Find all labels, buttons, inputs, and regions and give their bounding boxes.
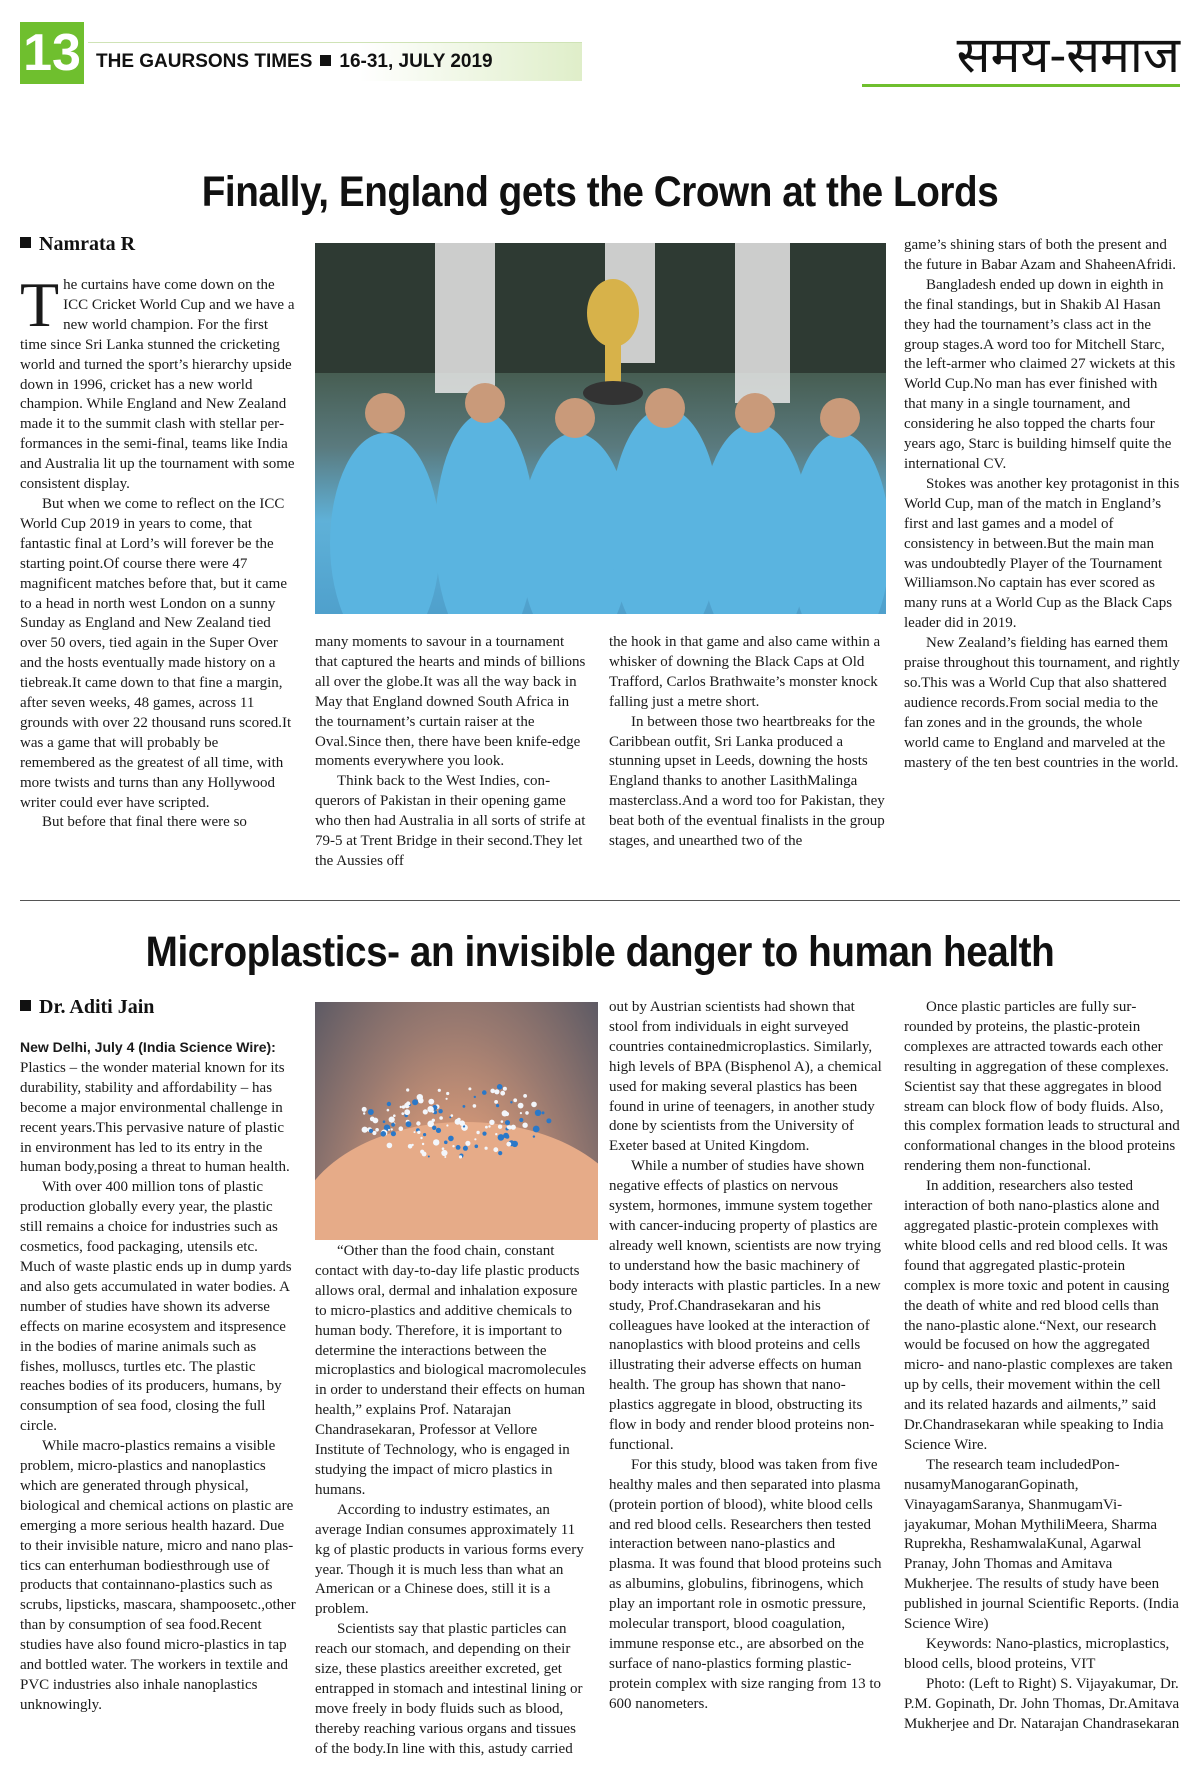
microplastic-bead xyxy=(444,1156,446,1158)
microplastic-bead xyxy=(438,1109,442,1113)
microplastic-bead xyxy=(438,1089,441,1092)
microplastic-bead xyxy=(441,1150,447,1156)
microplastic-bead xyxy=(420,1137,422,1139)
article2-headline: Microplastics- an invisible danger to human health xyxy=(145,928,1055,976)
microplastic-bead xyxy=(406,1101,410,1105)
microplastic-bead xyxy=(463,1146,468,1151)
article2-paragraph: The research team includedPonnusamyManogaranGopinath, VinayagamSaranya, ShanmugamVijayakumar, Mohan MythiliMeera, Sharma Ruprekha, ReshamwalaKunal, Agarwal Pranay, John Thomas and Amitava Mukherjee. The results of study have been published in journal Scientific Reports. (India Science Wire) xyxy=(904,1456,1179,1633)
article1-author: Namrata R xyxy=(39,233,136,255)
issue-date: 16-31, JULY 2019 xyxy=(339,51,493,72)
microplastic-bead xyxy=(485,1126,488,1129)
article2-paragraph: For this study, blood was taken from five healthy males and then separated into plasma (protein portion of blood), white blood cells and red blood cells. Researchers then tested interaction between nano-plastics and plasma. It was found that blood proteins such as albumins, globulins, fibrinogens, which play an important role in osmotic pressure, molecular transport, blood coagulation, immune response etc., are absorbed on the surface of nano-plastics forming plastic-protein complex with size ranging from 13 to 600 nanometers. xyxy=(609,1456,882,1712)
dateline: New Delhi, July 4 (India Science Wire): xyxy=(20,1039,276,1055)
microplastic-bead xyxy=(444,1141,448,1145)
microplastic-bead xyxy=(391,1131,396,1136)
microplastic-bead xyxy=(375,1128,379,1132)
microplastic-bead xyxy=(496,1104,499,1107)
microplastic-bead xyxy=(422,1143,424,1145)
article2-paragraph: With over 400 million tons of plastic production globally every year, the plastic still remains a choice for industries such as cosmetics, food packaging, utensils etc. Much of waste plastic ends up in dump yards and also gets accumulated in water bodies. A number of studies have shown its adverse effects on marine ecosystem and itspresence in the bodies of marine animals such as fishes, molluscs, turtles etc. The plastic reaches bodies of its producers, humans, by consumption of sea food, closing the full circle. xyxy=(20,1179,292,1435)
article2-paragraph: While macro-plastics remains a visible problem, micro-plastics and nanoplastics which are generated through physical, biological and chemical actions on plastic are emerging a more serious health hazard. Due to their invisible nature, micro and nano plastics can enterhuman bodiesthrough use of products that containnano-plastics such as scrubs, lipsticks, mascara, shampoosetc.,other than by consumption of sea food.Recent studies have also found micro-plastics in tap and bottled water. The workers in textile and PVC industries also inhale nanoplastics unknowingly. xyxy=(20,1438,296,1713)
microplastic-bead xyxy=(399,1126,404,1131)
microplastic-bead xyxy=(400,1106,402,1108)
article1-byline xyxy=(20,233,135,256)
microplastic-bead xyxy=(533,1126,540,1133)
microplastic-bead xyxy=(523,1094,527,1098)
article1-headline: Finally, England gets the Crown at the Lords xyxy=(201,168,999,216)
microplastic-bead xyxy=(436,1128,441,1133)
microplastic-bead xyxy=(456,1145,461,1150)
microplastic-bead xyxy=(387,1109,390,1112)
microplastic-bead xyxy=(475,1145,479,1149)
microplastic-bead xyxy=(531,1102,537,1108)
article1-column-4 xyxy=(904,236,1180,896)
microplastic-bead xyxy=(452,1145,454,1147)
microplastic-bead xyxy=(493,1147,498,1152)
article1-paragraph: the hook in that game and also came within a whisker of downing the Black Caps at Old Trafford, Carlos Brathwaite’s monster knock falling just a metre short. xyxy=(609,634,881,710)
microplastic-bead xyxy=(427,1106,433,1112)
article1-paragraph: Bangladesh ended up down in eighth in the final standings, but in Shakib Al Hasan they had the tournament’s class act in the group stages.A word too for Mitchell Starc, the left-armer who claimed 27 wickets at this World Cup.No man has ever finished with that many in a single tournament, and considering he also topped the charts four years ago, Starc is building himself quite the international CV. xyxy=(904,276,1176,472)
microplastic-bead xyxy=(391,1123,395,1127)
microplastic-bead xyxy=(463,1105,466,1108)
microplastic-bead xyxy=(363,1112,365,1114)
microplastic-bead xyxy=(446,1124,448,1126)
article1-paragraph: But when we come to reflect on the ICC World Cup 2019 in years to come, that fantastic final at Lord’s will forever be the starting point.Of course there were 47 magnificent matches before that, but it came to a head in north west London on a sunny Sunday as England and New Zealand tied over 50 overs, tied again in the Super Over and the hosts eventually made history on a tiebreak.It came down to that fine a margin, after seven weeks, 48 games, across 11 grounds with over 22 thousand runs scored.It was a game that will probably be remembered as the greatest of all time, with more twists and turns than any Hollywood writer could ever have scripted. xyxy=(20,495,292,811)
article2-paragraph: “Other than the food chain, constant contact with day-to-day life plastic products allows oral, dermal and inhalation exposure to micro-plastics and additive chemicals to human body. Therefore, it is important to determine the interactions between the microplastics and biological macromolecules in order to understand their effects on human health,” explains Prof. Natarajan Chandrasekaran, Professor at Vellore Institute of Technology, who is engaged in studying the impact of micro plastics in humans. xyxy=(315,1243,587,1498)
microplastic-bead xyxy=(446,1098,448,1100)
cricket-team-celebration-photo xyxy=(315,243,886,614)
microplastic-bead xyxy=(520,1112,522,1114)
article2-column-1 xyxy=(20,1038,296,1760)
microplastic-bead xyxy=(416,1121,420,1125)
microplastic-bead xyxy=(502,1110,508,1116)
article2-author: Dr. Aditi Jain xyxy=(39,996,155,1018)
microplastic-bead xyxy=(494,1100,498,1104)
article1-paragraph: New Zealand’s fielding has earned them praise throughout this tournament, and rightly so.This was a World Cup that also shattered audience records.From social media to the fan zones and in the grounds, the whole world came to England and marveled at the mastery of the ten best countries in the world. xyxy=(904,635,1180,771)
microplastic-bead xyxy=(391,1128,393,1130)
microplastic-bead xyxy=(518,1103,524,1109)
article2-paragraph: Keywords: Nano-plastics, microplastics, blood cells, blood proteins, VIT xyxy=(904,1636,1170,1672)
microplastic-bead xyxy=(362,1127,368,1133)
microplastic-bead xyxy=(474,1138,476,1140)
article2-paragraph: Scientists say that plastic particles can reach our stomach, and depending on their size, these plastics areeither excreted, get entrapped in stomach and intestinal lining or move freely in body fluids such as blood, thereby reaching various organs and tissues of the body.In line with this, astudy carried xyxy=(315,1621,583,1757)
microplastic-bead xyxy=(383,1120,386,1123)
microplastic-bead xyxy=(418,1098,424,1104)
microplastic-bead xyxy=(498,1125,502,1129)
microplastic-bead xyxy=(417,1131,420,1134)
microplastic-bead xyxy=(474,1096,476,1098)
microplastic-bead xyxy=(505,1120,510,1125)
photo-illustration xyxy=(315,243,886,614)
article2-paragraph: While a number of studies have shown negative effects of plastics on nervous system, hormones, immune system together with cancer-inducing property of plastics are already well known, scientists are now trying to understand how the basic machinery of body interacts with plastic particles. In a new study, Prof.Chandrasekaran and his colleagues have looked at the interaction of nanoplastics with blood proteins and cells illustrating their adverse effects on human health. The group has shown that nano-plastics aggregate in blood, obstructing its flow in body and render blood proteins non-functional. xyxy=(609,1158,882,1453)
article2-paragraph: According to industry estimates, an average Indian consumes approximately 11 kg of plastic products in various forms every year. Though it is much less than what an American or a Chinese does, still it is a problem. xyxy=(315,1501,584,1618)
article2-paragraph: In addition, researchers also tested interaction of both nano-plastics alone and aggregated plastic-protein complexes with white blood cells and red blood cells. It was found that aggregated plastic-protein complex is more toxic and potent in causing the death of white and red blood cells than the nano-plastic alone.“Next, our research would be focused on how the aggregated micro- and nano-plastic complexes are taken up by cells, their movement within the cell and its related hazards and ailments,” said Dr.Chandrasekaran while speaking to India Science Wire. xyxy=(904,1178,1173,1453)
microplastic-bead xyxy=(428,1099,434,1105)
photo-illustration xyxy=(315,1002,598,1240)
microplastic-bead xyxy=(503,1133,509,1139)
microplastic-bead xyxy=(533,1135,535,1137)
article1-paragraph: Think back to the West Indies, conquerors of Pakistan in their opening game who then had Australia in all sorts of strife at 79-5 at Trent Bridge in their second.They let the Aussies off xyxy=(315,773,586,869)
microplastic-bead xyxy=(451,1114,454,1117)
article1-paragraph: many moments to savour in a tournament that captured the hearts and minds of billions all over the globe.It was all the way back in May that England downed South Africa in the tournament’s curtain raiser at the Oval.Since then, there have been knife-edge moments everywhere you look. xyxy=(315,634,586,770)
microplastic-bead xyxy=(495,1133,497,1135)
microplastic-bead xyxy=(546,1118,551,1123)
publication-name: THE GAURSONS TIMES xyxy=(96,51,313,72)
article1-paragraph: In between those two heartbreaks for the Caribbean outfit, Sri Lanka produced a stunning upset in Leeds, downing the hosts England thanks to another LasithMalinga masterclass.And a word too for Pakistan, they beat both of the eventual finalists in the group stages, and unearthed two of the xyxy=(609,713,885,850)
microplastic-bead xyxy=(468,1087,471,1090)
microplastic-bead xyxy=(387,1102,391,1106)
article2-paragraph: Photo: (Left to Right) S. Vijayakumar, Dr. P.M. Gopinath, Dr. John Thomas, Dr.Amitava Mukherjee and Dr. Natarajan Chandrasekaran xyxy=(904,1675,1180,1732)
microplastic-bead xyxy=(423,1133,426,1136)
microplastic-bead xyxy=(542,1111,545,1114)
page-number: 13 xyxy=(20,22,84,84)
article1-column-1 xyxy=(20,276,296,890)
article2-dateline xyxy=(20,1038,296,1059)
microplastic-bead xyxy=(535,1110,541,1116)
article-divider xyxy=(20,900,1180,901)
microplastic-bead xyxy=(420,1150,424,1154)
article1-lead-text: he curtains have come down on the ICC Cricket World Cup and we have a new world champion. For the first time since Sri Lanka stunned the cricketing world and turned the sport’s hierarchy upside down in 1996, cricket has a new world champion. While England and New Zealand made it to the summit clash with stellar performances in the semi-final, teams like India and Australia lit up the tournament with some consistent display. xyxy=(20,277,295,493)
microplastic-bead xyxy=(448,1136,454,1142)
microplastic-bead xyxy=(387,1143,393,1149)
microplastic-bead xyxy=(522,1123,527,1128)
microplastic-bead xyxy=(525,1111,529,1115)
article1-paragraph: Stokes was another key protagonist in this World Cup, man of the match in England’s first and last games and a model of consistency in between.But the main man was undoubtedly Player of the Tournament Williamson.No captain has ever scored as many runs at a World Cup as the Black Caps leader did in 2019. xyxy=(904,475,1180,632)
microplastic-bead xyxy=(368,1109,374,1115)
article2-paragraph: out by Austrian scientists had shown that stool from individuals in eight surveyed countries containedmicroplastics. Similarly, high levels of BPA (Bisphenol A), a chemical used for making several plastics has been found in urine of teenagers, in another study done by scientists from the University of Exeter based at United Kingdom. xyxy=(609,999,882,1155)
microplastic-bead xyxy=(406,1121,412,1127)
section-rule xyxy=(862,84,1180,87)
article2-column-4 xyxy=(904,998,1180,1762)
microplastic-bead xyxy=(500,1091,505,1096)
article1-paragraph xyxy=(20,276,296,495)
microplastic-bead xyxy=(442,1147,445,1150)
microplastic-bead xyxy=(498,1134,505,1141)
microplastics-on-fingertip-photo xyxy=(315,1002,598,1240)
microplastic-bead xyxy=(507,1125,511,1129)
microplastic-bead xyxy=(414,1131,416,1133)
microplastic-bead xyxy=(513,1098,517,1102)
microplastic-bead xyxy=(510,1101,512,1103)
byline-square-icon xyxy=(20,237,31,248)
article2-column-2 xyxy=(315,1242,587,1762)
byline-square-icon xyxy=(20,1000,31,1011)
microplastic-bead xyxy=(370,1117,375,1122)
microplastic-bead xyxy=(404,1109,410,1115)
microplastic-bead xyxy=(388,1129,390,1131)
microplastic-bead xyxy=(465,1141,470,1146)
microplastic-bead xyxy=(393,1114,396,1117)
microplastic-bead xyxy=(506,1142,511,1147)
article1-paragraph: But before that final there were so xyxy=(42,814,247,831)
microplastic-bead xyxy=(498,1151,502,1155)
microplastic-bead xyxy=(494,1089,499,1094)
microplastic-bead xyxy=(362,1107,367,1112)
microplastic-bead xyxy=(432,1126,436,1130)
microplastic-bead xyxy=(490,1089,495,1094)
masthead-bar xyxy=(88,42,582,81)
microplastic-bead xyxy=(389,1117,395,1123)
drop-cap: T xyxy=(20,276,60,340)
microplastic-bead xyxy=(489,1120,494,1125)
microplastic-bead xyxy=(369,1129,373,1133)
microplastic-bead xyxy=(519,1118,523,1122)
microplastic-bead xyxy=(485,1147,488,1150)
microplastic-bead xyxy=(497,1084,503,1090)
microplastic-bead xyxy=(408,1144,413,1149)
microplastic-bead xyxy=(473,1104,477,1108)
article2-paragraph: Plastics – the wonder material known for its durability, stability and affordability – has become a major environmental challenge in recent years.This pervasive nature of plastic in environment has led to its entry in the human body,posing a threat to human health. xyxy=(20,1059,290,1176)
article2-column-3 xyxy=(609,998,885,1762)
microplastic-bead xyxy=(482,1132,486,1136)
article2-byline xyxy=(20,996,154,1019)
article1-paragraph: game’s shining stars of both the present and the future in Babar Azam and ShaheenAfridi. xyxy=(904,237,1176,273)
microplastic-bead xyxy=(406,1088,409,1091)
microplastic-bead xyxy=(423,1109,428,1114)
microplastic-bead xyxy=(459,1120,465,1126)
microplastic-bead xyxy=(488,1125,490,1127)
microplastic-bead xyxy=(501,1120,504,1123)
microplastic-bead xyxy=(459,1155,462,1158)
section-name: समय-समाज xyxy=(956,26,1180,84)
microplastic-bead xyxy=(503,1087,507,1091)
microplastic-bead xyxy=(433,1139,439,1145)
microplastic-bead xyxy=(482,1090,487,1095)
separator-square-icon xyxy=(320,55,331,66)
microplastic-bead xyxy=(476,1131,479,1134)
article1-column-3 xyxy=(609,633,885,893)
article2-paragraph: Once plastic particles are fully surrounded by proteins, the plastic-protein complexes are attracted towards each other resulting in aggregation of these complexes. Scientist say that these aggregates in blood stream can block flow of body fluids. Also, this complex formation leads to structural and conformational changes in the blood proteins rendering them non-functional. xyxy=(904,999,1180,1175)
microplastic-bead xyxy=(381,1131,387,1137)
article1-column-2 xyxy=(315,633,587,893)
microplastic-bead xyxy=(446,1092,449,1095)
microplastic-bead xyxy=(439,1116,443,1120)
microplastic-bead xyxy=(401,1112,404,1115)
microplastic-bead xyxy=(428,1156,430,1158)
microplastic-bead xyxy=(457,1118,461,1122)
microplastic-bead xyxy=(412,1099,418,1105)
